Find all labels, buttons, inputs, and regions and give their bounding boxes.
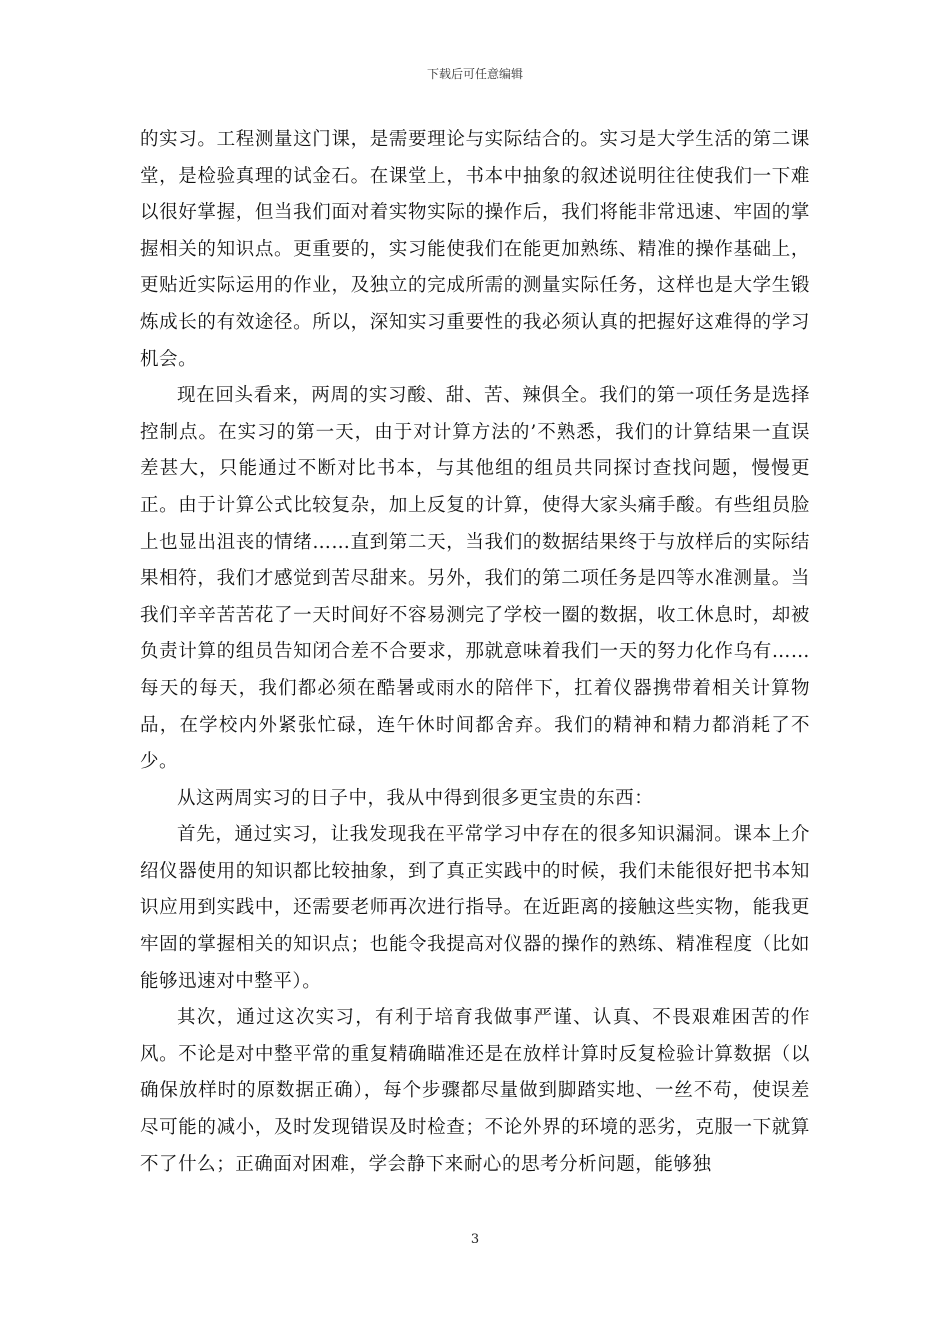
page-header: 下载后可任意编辑 — [426, 67, 523, 81]
document-body — [140, 122, 810, 1183]
paragraph-1: 的实习。工程测量这门课，是需要理论与实际结合的。实习是大学生活的第二课堂，是检验真理的试金石。在课堂上，书本中抽象的叙述说明往往使我们一下难以很好掌握，但当我们面对着实物实际的操作后，我们将能非常迅速、牢固的掌握相关的知识点。更重要的，实习能使我们在能更加熟练、精准的操作基础上，更贴近实际运用的作业，及独立的完成所需的测量实际任务，这样也是大学生锻炼成长的有效途径。所以，深知实习重要性的我必须认真的把握好这难得的学习机会。 — [140, 129, 810, 370]
page-number: 3 — [470, 1232, 480, 1247]
paragraph-4: 首先，通过实习，让我发现我在平常学习中存在的很多知识漏洞。课本上介绍仪器使用的知识都比较抽象，到了真正实践中的时候，我们未能很好把书本知识应用到实践中，还需要老师再次进行指导。在近距离的接触这些实物，能我更牢固的掌握相关的知识点；也能令我提高对仪器的操作的熟练、精准程度（比如能够迅速对中整平）。 — [140, 824, 810, 992]
paragraph-3: 从这两周实习的日子中，我从中得到很多更宝贵的东西： — [177, 787, 654, 809]
paragraph-5: 其次，通过这次实习，有利于培育我做事严谨、认真、不畏艰难困苦的作风。不论是对中整平常的重复精确瞄准还是在放样计算时反复检验计算数据（以确保放样时的原数据正确），每个步骤都尽量做到脚踏实地、一丝不苟，使误差尽可能的减小，及时发现错误及时检查；不论外界的环境的恶劣，克服一下就算不了什么；正确面对困难，学会静下来耐心的思考分析问题，能够独 — [140, 1007, 810, 1175]
paragraph-2: 现在回头看来，两周的实习酸、甜、苦、辣俱全。我们的第一项任务是选择控制点。在实习的第一天，由于对计算方法的’不熟悉，我们的计算结果一直误差甚大，只能通过不断对比书本，与其他组的组员共同探讨查找问题，慢慢更正。由于计算公式比较复杂，加上反复的计算，使得大家头痛手酸。有些组员脸上也显出沮丧的情绪……直到第二天，当我们的数据结果终于与放样后的实际结果相符，我们才感觉到苦尽甜来。另外，我们的第二项任务是四等水准测量。当我们辛辛苦苦花了一天时间好不容易测完了学校一圈的数据，收工休息时，却被负责计算的组员告知闭合差不合要求，那就意味着我们一天的努力化作乌有……每天的每天，我们都必须在酷暑或雨水的陪伴下，扛着仪器携带着相关计算物品，在学校内外紧张忙碌，连午休时间都舍弃。我们的精神和精力都消耗了不少。 — [140, 385, 810, 773]
